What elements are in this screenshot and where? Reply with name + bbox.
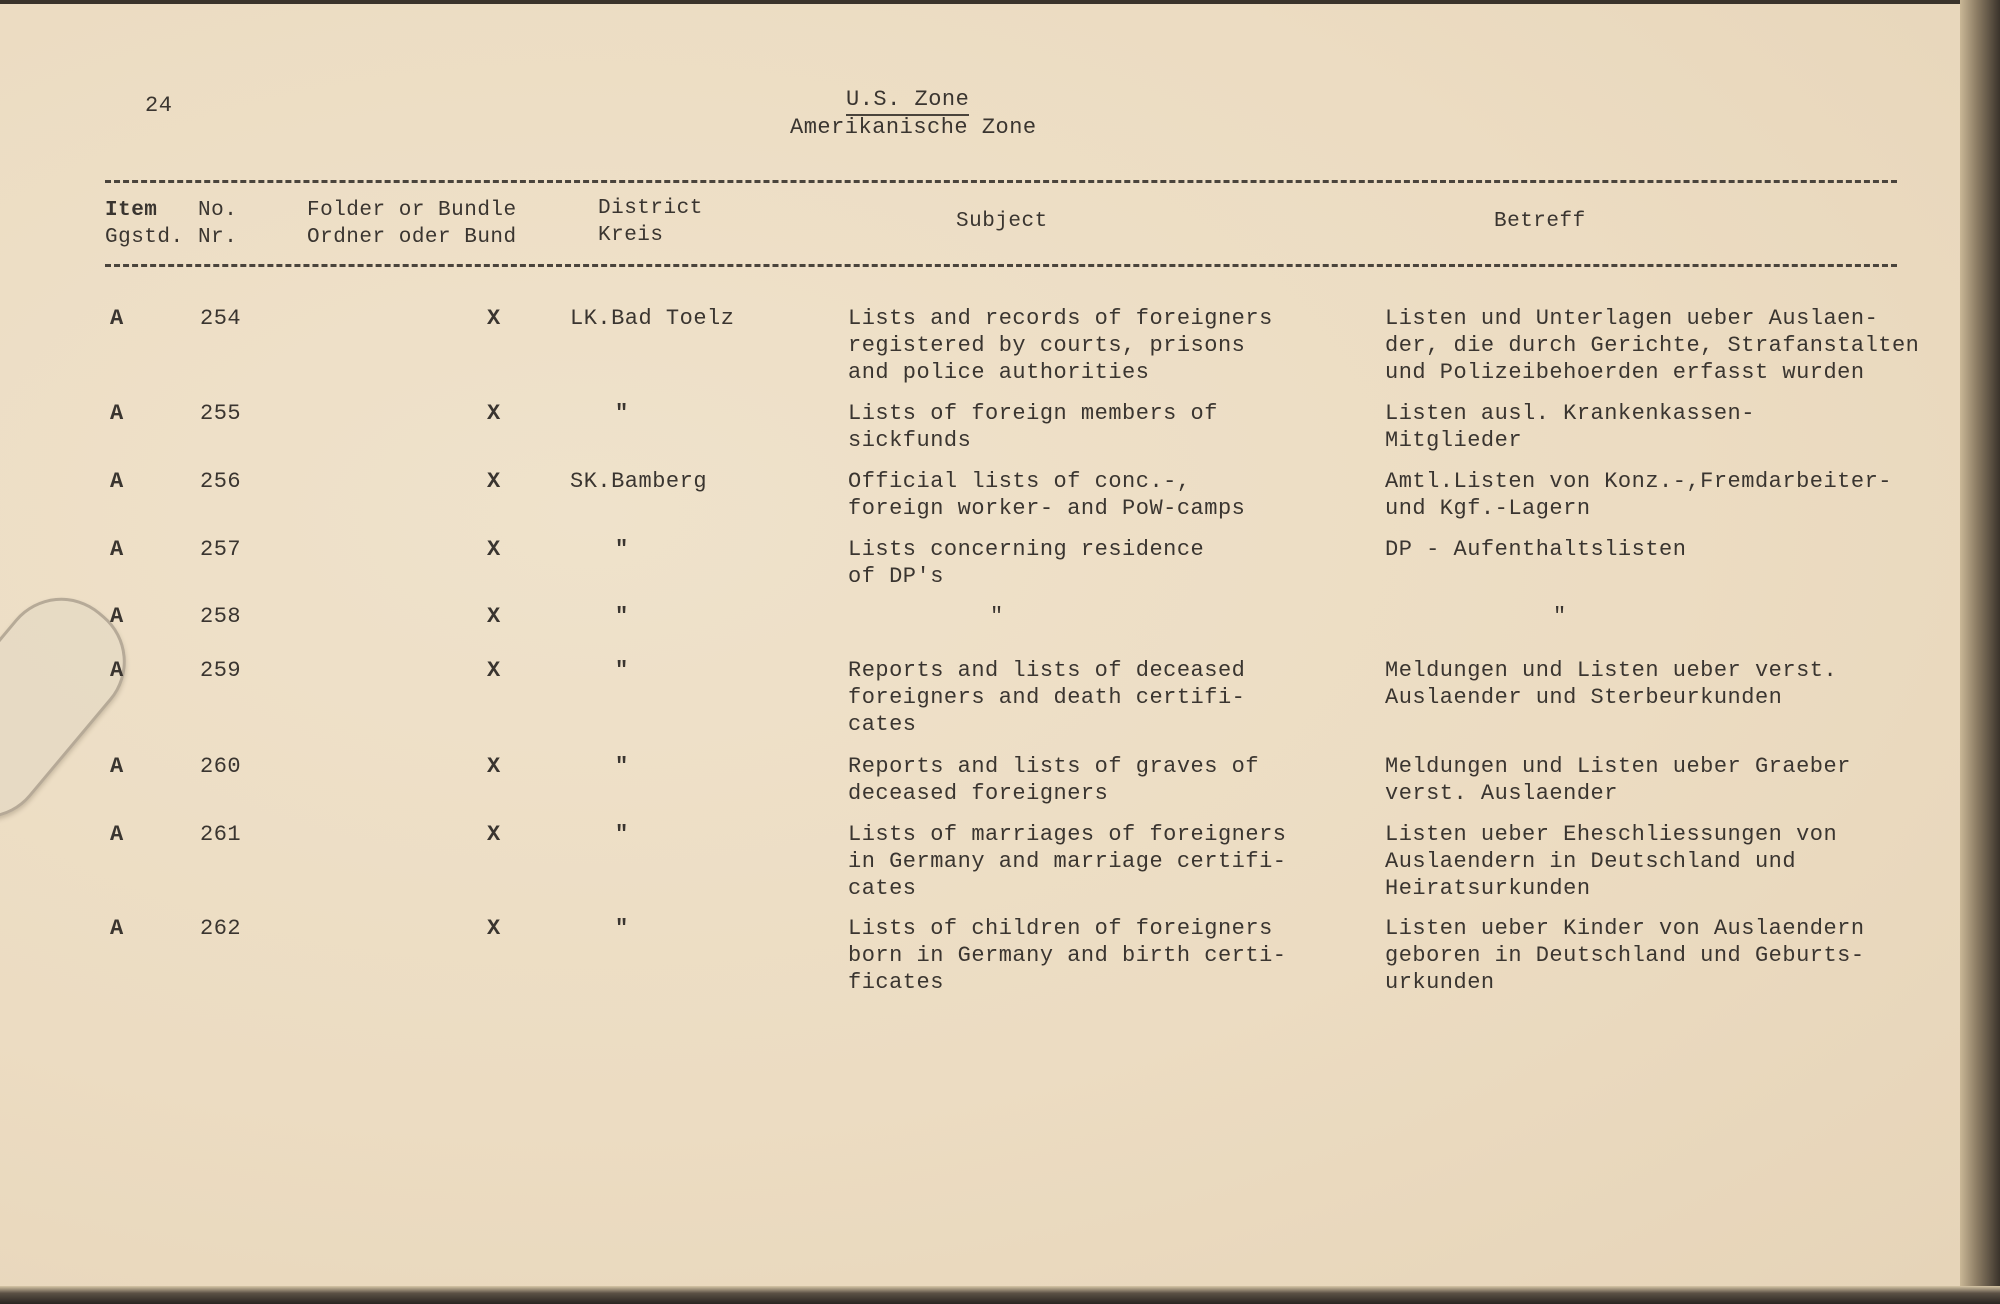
- number-cell: 254: [200, 306, 242, 331]
- subject-line: born in Germany and birth certi-: [848, 943, 1287, 968]
- betreff-line: Auslaender und Sterbeurkunden: [1385, 685, 1783, 710]
- district-cell: ": [615, 916, 629, 941]
- title-english: U.S. Zone: [846, 86, 969, 116]
- district-cell: LK.Bad Toelz: [570, 306, 735, 331]
- folder-mark-cell: X: [487, 754, 501, 779]
- subject-line: Lists of marriages of foreigners: [848, 822, 1287, 847]
- district-cell: ": [615, 822, 629, 847]
- betreff-line: urkunden: [1385, 970, 1495, 995]
- subject-line: of DP's: [848, 564, 944, 589]
- item-cell: A: [110, 401, 124, 426]
- header-district-de: Kreis: [598, 224, 664, 247]
- subject-line: sickfunds: [848, 428, 972, 453]
- header-number-en: No.: [198, 199, 238, 222]
- scan-edge-bottom: [0, 1286, 2000, 1304]
- number-cell: 259: [200, 658, 242, 683]
- column-header-district: [598, 195, 703, 249]
- betreff-line: der, die durch Gerichte, Strafanstalten: [1385, 333, 1920, 358]
- column-header-folder: [307, 197, 517, 251]
- district-cell: ": [615, 604, 629, 629]
- binding-edge-right: [1960, 0, 2000, 1304]
- betreff-line: Auslaendern in Deutschland und: [1385, 849, 1797, 874]
- betreff-line: Heiratsurkunden: [1385, 876, 1591, 901]
- header-number-de: Nr.: [198, 226, 238, 249]
- betreff-line: und Polizeibehoerden erfasst wurden: [1385, 360, 1865, 385]
- scan-edge-top: [0, 0, 2000, 4]
- subject-line: foreign worker- and PoW-camps: [848, 496, 1246, 521]
- subject-line: Reports and lists of graves of: [848, 754, 1260, 779]
- betreff-line: Listen ueber Eheschliessungen von: [1385, 822, 1838, 847]
- title-german: Amerikanische Zone: [790, 115, 1037, 140]
- folder-mark-cell: X: [487, 537, 501, 562]
- betreff-line: Mitglieder: [1385, 428, 1523, 453]
- column-header-item: [105, 197, 184, 251]
- header-rule-top: [105, 180, 1897, 183]
- betreff-line: Listen ausl. Krankenkassen-: [1385, 401, 1755, 426]
- folder-mark-cell: X: [487, 822, 501, 847]
- folder-mark-cell: X: [487, 469, 501, 494]
- folder-mark-cell: X: [487, 604, 501, 629]
- betreff-line: Meldungen und Listen ueber verst.: [1385, 658, 1838, 683]
- subject-line: ficates: [848, 970, 944, 995]
- subject-line: cates: [848, 712, 917, 737]
- number-cell: 255: [200, 401, 242, 426]
- betreff-line: DP - Aufenthaltslisten: [1385, 537, 1687, 562]
- folder-mark-cell: X: [487, 916, 501, 941]
- betreff-line: Meldungen und Listen ueber Graeber: [1385, 754, 1851, 779]
- number-cell: 260: [200, 754, 242, 779]
- betreff-line: Listen ueber Kinder von Auslaendern: [1385, 916, 1865, 941]
- subject-line: Lists of children of foreigners: [848, 916, 1273, 941]
- item-cell: A: [110, 754, 124, 779]
- number-cell: 261: [200, 822, 242, 847]
- header-item-en: Item: [105, 199, 158, 222]
- item-cell: A: [110, 306, 124, 331]
- subject-line: Lists of foreign members of: [848, 401, 1218, 426]
- subject-line: Lists concerning residence: [848, 537, 1205, 562]
- subject-line: cates: [848, 876, 917, 901]
- subject-line: ": [990, 604, 1004, 629]
- header-district-en: District: [598, 197, 703, 220]
- folder-mark-cell: X: [487, 306, 501, 331]
- betreff-line: verst. Auslaender: [1385, 781, 1618, 806]
- header-item-de: Ggstd.: [105, 226, 184, 249]
- item-cell: A: [110, 537, 124, 562]
- item-cell: A: [110, 469, 124, 494]
- column-header-subject: Subject: [956, 210, 1048, 233]
- subject-line: foreigners and death certifi-: [848, 685, 1246, 710]
- betreff-line: und Kgf.-Lagern: [1385, 496, 1591, 521]
- folder-mark-cell: X: [487, 658, 501, 683]
- item-cell: A: [110, 658, 124, 683]
- betreff-line: Listen und Unterlagen ueber Auslaen-: [1385, 306, 1879, 331]
- district-cell: ": [615, 658, 629, 683]
- header-folder-en: Folder or Bundle: [307, 199, 517, 222]
- header-folder-de: Ordner oder Bund: [307, 226, 517, 249]
- district-cell: ": [615, 537, 629, 562]
- header-rule-bottom: [105, 264, 1897, 267]
- subject-line: Reports and lists of deceased: [848, 658, 1246, 683]
- district-cell: ": [615, 754, 629, 779]
- item-cell: A: [110, 604, 124, 629]
- page-number: 24: [145, 93, 173, 118]
- column-header-betreff: Betreff: [1494, 210, 1586, 233]
- number-cell: 256: [200, 469, 242, 494]
- number-cell: 262: [200, 916, 242, 941]
- subject-line: registered by courts, prisons: [848, 333, 1246, 358]
- number-cell: 258: [200, 604, 242, 629]
- subject-line: and police authorities: [848, 360, 1150, 385]
- betreff-line: Amtl.Listen von Konz.-,Fremdarbeiter-: [1385, 469, 1892, 494]
- subject-line: in Germany and marriage certifi-: [848, 849, 1287, 874]
- district-cell: SK.Bamberg: [570, 469, 708, 494]
- subject-line: Lists and records of foreigners: [848, 306, 1273, 331]
- item-cell: A: [110, 916, 124, 941]
- subject-line: Official lists of conc.-,: [848, 469, 1191, 494]
- betreff-line: geboren in Deutschland und Geburts-: [1385, 943, 1865, 968]
- column-header-number: [198, 197, 237, 251]
- number-cell: 257: [200, 537, 242, 562]
- subject-line: deceased foreigners: [848, 781, 1109, 806]
- district-cell: ": [615, 401, 629, 426]
- item-cell: A: [110, 822, 124, 847]
- betreff-line: ": [1553, 604, 1567, 629]
- folder-mark-cell: X: [487, 401, 501, 426]
